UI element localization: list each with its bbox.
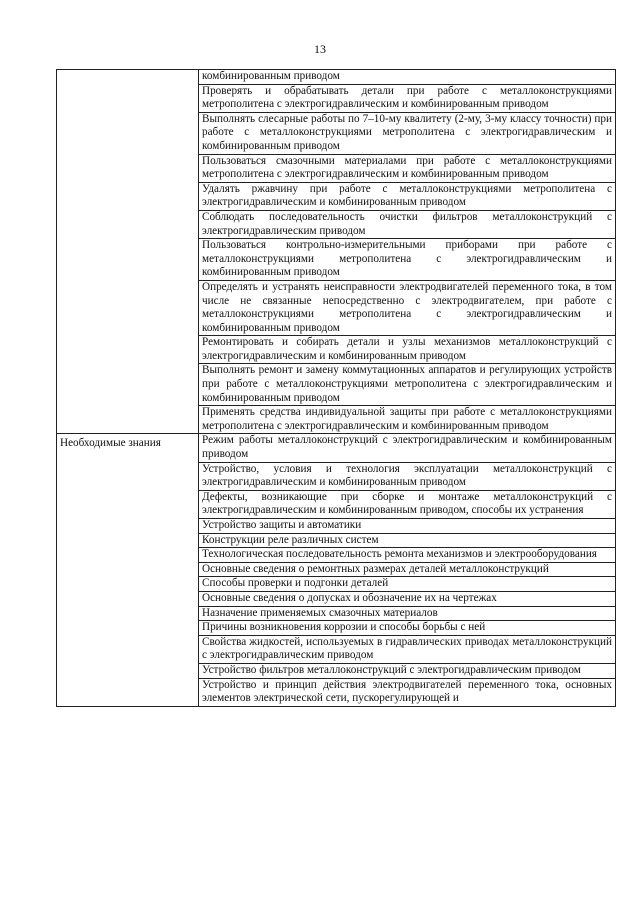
knowledge-item: Способы проверки и подгонки деталей [199, 577, 616, 592]
skill-item: Ремонтировать и собирать детали и узлы механизмов металлоконструкций с электрогидравлическим и комбинированным приводом [199, 336, 616, 364]
knowledge-item: Свойства жидкостей, используемых в гидравлических приводах металлоконструкций с электрогидравлическим приводом [199, 635, 616, 663]
knowledge-item: Устройство и принцип действия электродвигателей переменного тока, основных элементов электрической сети, пускорегулирующей и [199, 678, 616, 706]
competency-table [56, 69, 616, 707]
knowledge-item: Причины возникновения коррозии и способы борьбы с ней [199, 621, 616, 636]
page-number: 13 [314, 42, 326, 56]
skill-item: комбинированным приводом [199, 70, 616, 85]
table-row [57, 434, 616, 462]
knowledge-item: Основные сведения о допусках и обозначение их на чертежах [199, 591, 616, 606]
skill-item: Пользоваться контрольно-измерительными приборами при работе с металлоконструкциями метрополитена с электрогидравлическим и комбинированным приводом [199, 239, 616, 281]
knowledge-item: Назначение применяемых смазочных материалов [199, 606, 616, 621]
skill-item: Проверять и обрабатывать детали при работе с металлоконструкциями метрополитена с электрогидравлическим и комбинированным приводом [199, 84, 616, 112]
knowledge-item: Конструкции реле различных систем [199, 533, 616, 548]
skill-item: Выполнять слесарные работы по 7–10-му квалитету (2-му, 3-му классу точности) при работе с металлоконструкциями метрополитена с электрогидравлическим и комбинированным приводом [199, 112, 616, 154]
skill-item: Применять средства индивидуальной защиты при работе с металлоконструкциями метрополитена с электрогидравлическим и комбинированным приводом [199, 406, 616, 434]
knowledge-item: Технологическая последовательность ремонта механизмов и электрооборудования [199, 548, 616, 563]
table-row [57, 70, 616, 85]
skill-item: Выполнять ремонт и замену коммутационных аппаратов и регулирующих устройств при работе с металлоконструкциями метрополитена с электрогидравлическим и комбинированным приводом [199, 364, 616, 406]
knowledge-item: Дефекты, возникающие при сборке и монтаже металлоконструкций с электрогидравлическим и комбинированным приводом, способы их устранения [199, 490, 616, 518]
knowledge-item: Режим работы металлоконструкций с электрогидравлическим и комбинированным приводом [199, 434, 616, 462]
skill-item: Пользоваться смазочными материалами при работе с металлоконструкциями метрополитена с электрогидравлическим и комбинированным приводом [199, 154, 616, 182]
skill-item: Удалять ржавчину при работе с металлоконструкциями метрополитена с электрогидравлическим и комбинированным приводом [199, 182, 616, 210]
knowledge-label: Необходимые знания [57, 434, 199, 706]
knowledge-item: Устройство, условия и технология эксплуатации металлоконструкций с электрогидравлическим и комбинированным приводом [199, 462, 616, 490]
skill-item: Соблюдать последовательность очистки фильтров металлоконструкций с электрогидравлическим приводом [199, 210, 616, 238]
knowledge-item: Основные сведения о ремонтных размерах деталей металлоконструкций [199, 562, 616, 577]
skill-item: Определять и устранять неисправности электродвигателей переменного тока, в том числе не связанные непосредственно с электродвигателем, при работе с металлоконструкциями метрополитена с электрогидравлическим и комбинированным приводом [199, 280, 616, 335]
skills-label [57, 70, 199, 434]
knowledge-item: Устройство защиты и автоматики [199, 519, 616, 534]
knowledge-item: Устройство фильтров металлоконструкций с электрогидравлическим приводом [199, 663, 616, 678]
